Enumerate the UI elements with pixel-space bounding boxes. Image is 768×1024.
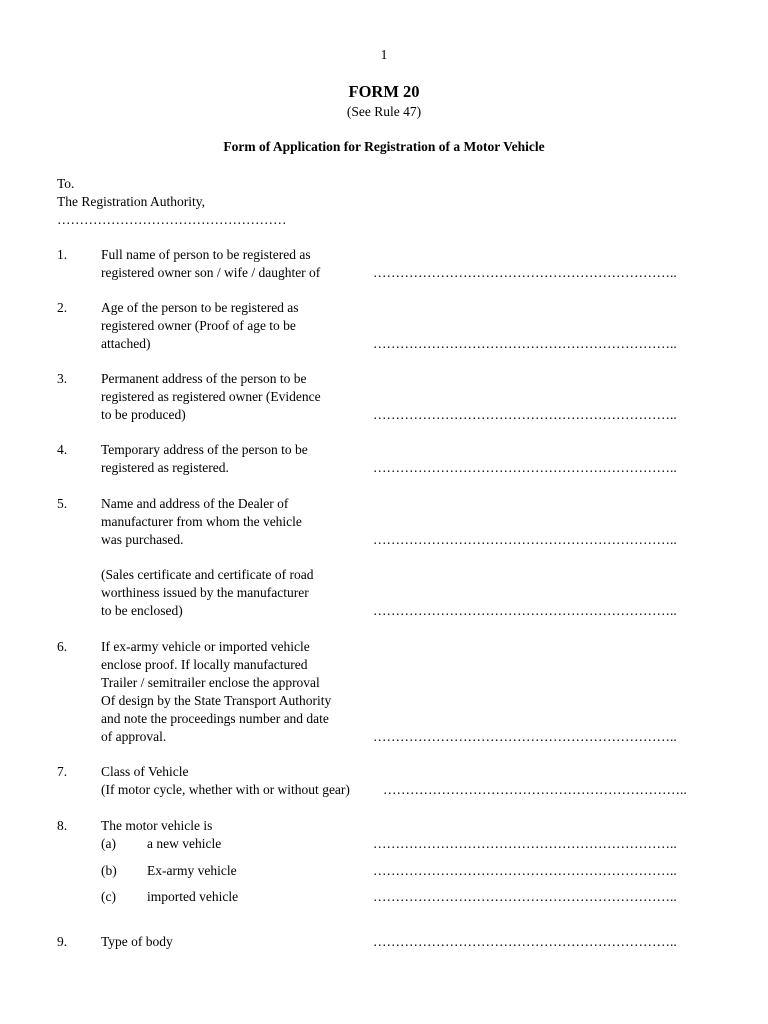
item-5-note-line: (Sales certificate and certificate of road [101, 567, 314, 582]
page-number: 1 [380, 47, 388, 62]
item-4-number: 4. [57, 442, 68, 457]
item-9-number: 9. [57, 934, 68, 949]
item-3-text-line: registered as registered owner (Evidence [101, 389, 321, 404]
item-6-number: 6. [57, 639, 68, 654]
item-5-fill-line[interactable]: ………………………………………………………….. [373, 532, 677, 547]
form-subtitle: Form of Application for Registration of a Motor Vehicle [223, 139, 545, 154]
item-8b-label: (b) [101, 863, 117, 878]
item-6-text-line: Trailer / semitrailer enclose the approval [101, 675, 320, 690]
item-8-number: 8. [57, 818, 68, 833]
item-2-text-line: attached) [101, 336, 151, 351]
item-8c-text: imported vehicle [147, 889, 239, 904]
item-8c-fill-line[interactable]: ………………………………………………………….. [373, 889, 677, 904]
item-5-text-line: was purchased. [101, 532, 184, 547]
item-7-number: 7. [57, 764, 68, 779]
item-7-text-line: (If motor cycle, whether with or without gear) [101, 782, 350, 797]
authority-blank-line[interactable]: …………………………………………… [57, 212, 287, 227]
item-6-text-line: Of design by the State Transport Authority [101, 693, 332, 708]
form-title: FORM 20 [348, 82, 420, 101]
item-4-text-line: Temporary address of the person to be [101, 442, 308, 457]
item-9-fill-line[interactable]: ………………………………………………………….. [373, 934, 677, 949]
item-3-text-line: to be produced) [101, 407, 186, 422]
address-to: To. [57, 176, 75, 191]
item-1-text-line: Full name of person to be registered as [101, 247, 311, 262]
item-2-number: 2. [57, 300, 68, 315]
item-2-text-line: Age of the person to be registered as [101, 300, 299, 315]
item-5-number: 5. [57, 496, 68, 511]
item-8b-fill-line[interactable]: ………………………………………………………….. [373, 863, 677, 878]
item-9-text-line: Type of body [101, 934, 173, 949]
item-7-fill-line[interactable]: ………………………………………………………….. [383, 782, 687, 797]
item-2-text-line: registered owner (Proof of age to be [101, 318, 296, 333]
item-1-fill-line[interactable]: ………………………………………………………….. [373, 265, 677, 280]
item-5-note-line: worthiness issued by the manufacturer [101, 585, 309, 600]
item-3-text-line: Permanent address of the person to be [101, 371, 307, 386]
item-6-text-line: enclose proof. If locally manufactured [101, 657, 308, 672]
item-6-fill-line[interactable]: ………………………………………………………….. [373, 729, 677, 744]
item-8b-text: Ex-army vehicle [147, 863, 237, 878]
item-6-text-line: If ex-army vehicle or imported vehicle [101, 639, 310, 654]
item-1-number: 1. [57, 247, 68, 262]
item-5-note-fill-line[interactable]: ………………………………………………………….. [373, 603, 677, 618]
item-4-fill-line[interactable]: ………………………………………………………….. [373, 460, 677, 475]
item-6-text-line: of approval. [101, 729, 167, 744]
item-8a-label: (a) [101, 836, 116, 851]
item-8c-label: (c) [101, 889, 116, 904]
item-3-fill-line[interactable]: ………………………………………………………….. [373, 407, 677, 422]
item-1-text-line: registered owner son / wife / daughter of [101, 265, 321, 280]
item-8a-text: a new vehicle [147, 836, 222, 851]
item-8-text-line: The motor vehicle is [101, 818, 213, 833]
address-authority: The Registration Authority, [57, 194, 205, 209]
item-2-fill-line[interactable]: ………………………………………………………….. [373, 336, 677, 351]
item-4-text-line: registered as registered. [101, 460, 229, 475]
item-5-text-line: Name and address of the Dealer of [101, 496, 289, 511]
rule-reference: (See Rule 47) [346, 104, 422, 119]
item-3-number: 3. [57, 371, 68, 386]
item-7-text-line: Class of Vehicle [101, 764, 189, 779]
item-8a-fill-line[interactable]: ………………………………………………………….. [373, 836, 677, 851]
item-5-note-line: to be enclosed) [101, 603, 183, 618]
item-6-text-line: and note the proceedings number and date [101, 711, 329, 726]
item-5-text-line: manufacturer from whom the vehicle [101, 514, 302, 529]
